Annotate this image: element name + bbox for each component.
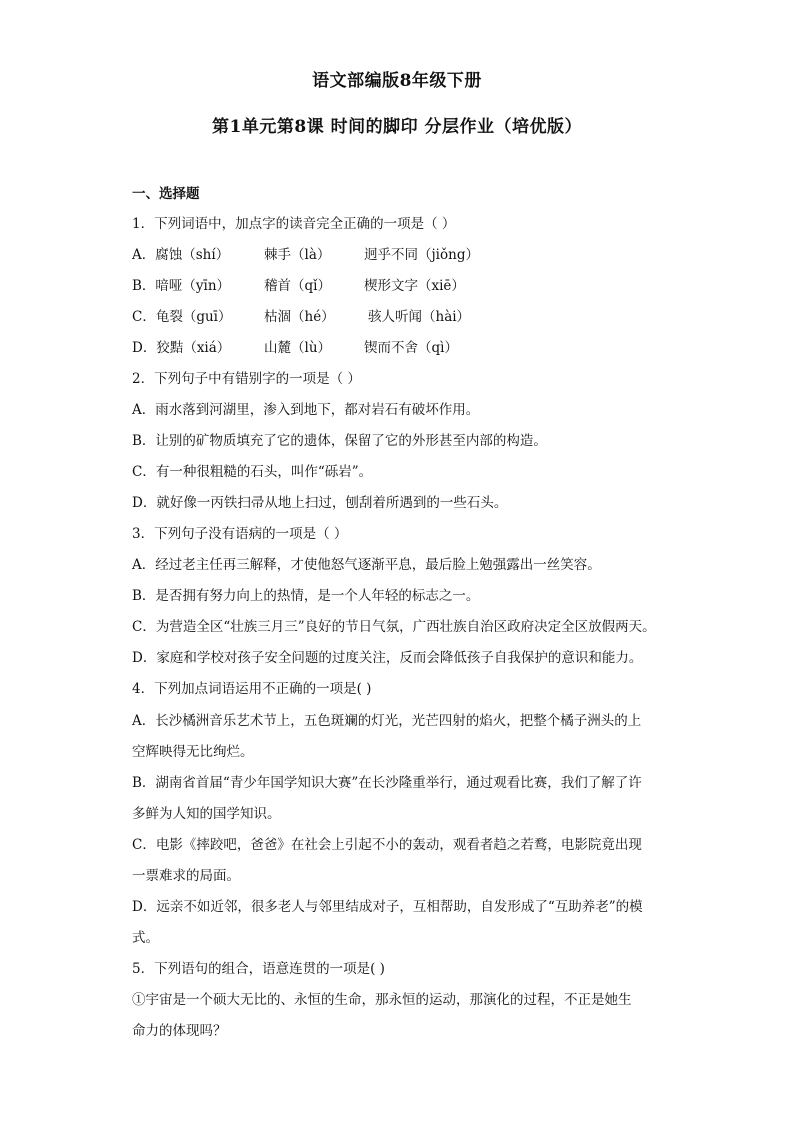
option-cell: 锲而不舍（qì） [364, 340, 458, 356]
question-3-option-d: D．家庭和学校对孩子安全问题的过度关注，反而会降低孩子自我保护的意识和能力。 [132, 650, 643, 666]
question-4-line: C．电影《摔跤吧，爸爸》在社会上引起不小的轰动，观看者趋之若鹜，电影院竟出现 [132, 837, 642, 853]
question-4-line: 空辉映得无比绚烂。 [132, 744, 254, 760]
question-2-option-c: C．有一种很粗糙的石头，叫作“砾岩”。 [132, 464, 373, 480]
question-1-option-b [132, 276, 465, 296]
question-1-stem: 1．下列词语中，加点字的读音完全正确的一项是（ ） [132, 216, 456, 232]
question-3-option-c: C．为营造全区“壮族三月三”良好的节日气氛，广西壮族自治区政府决定全区放假两天。 [132, 619, 656, 635]
question-4-stem: 4．下列加点词语运用不正确的一项是( ) [132, 681, 372, 697]
question-4-line: A．长沙橘洲音乐艺术节上，五色斑斓的灯光，光芒四射的焰火，把整个橘子洲头的上 [132, 713, 642, 729]
section-heading: 一、选择题 [132, 186, 200, 202]
question-3-option-a: A．经过老主任再三解释，才使他怒气逐渐平息，最后脸上勉强露出一丝笑容。 [132, 557, 601, 573]
question-4-line: 一票难求的局面。 [132, 868, 240, 884]
option-cell: D．狡黠（xiá） [132, 340, 231, 356]
option-cell: 棘手（là） [264, 247, 331, 263]
option-cell: 稽首（qǐ） [264, 278, 331, 294]
option-cell: 骇人听闻（hài） [368, 309, 471, 325]
question-3-option-b: B．是否拥有努力向上的热情，是一个人年轻的标志之一。 [132, 588, 480, 604]
document-subtitle: 第1单元第8课 时间的脚印 分层作业（培优版） [212, 117, 582, 137]
question-4-line: 多鲜为人知的国学知识。 [132, 806, 281, 822]
option-cell: B．喑哑（yīn） [132, 278, 231, 294]
question-2-option-d: D．就好像一丙铁扫帚从地上扫过，刨刮着所遇到的一些石头。 [132, 495, 508, 511]
option-cell: A．腐蚀（shí） [132, 247, 230, 263]
question-4-line: B．湖南省首届“青少年国学知识大赛”在长沙隆重举行，通过观看比赛，我们了解了许 [132, 775, 642, 791]
question-5-line: 命力的体现吗？ [132, 1023, 227, 1039]
question-1-option-a [132, 245, 479, 265]
question-1-option-c [132, 307, 470, 327]
question-5-stem: 5．下列语句的组合，语意连贯的一项是( ) [132, 961, 385, 977]
document-title: 语文部编版8年级下册 [312, 71, 482, 91]
question-4-line: D．远亲不如近邻，很多老人与邻里结成对子，互相帮助，自发形成了“互助养老”的模 [132, 899, 643, 915]
question-2-stem: 2．下列句子中有错别字的一项是（ ） [132, 371, 361, 387]
question-2-option-b: B．让别的矿物质填充了它的遗体，保留了它的外形甚至内部的构造。 [132, 433, 547, 449]
question-5-line: ①宇宙是一个硕大无比的、永恒的生命，那永恒的运动，那演化的过程，不正是她生 [132, 992, 632, 1008]
question-1-option-d [132, 338, 458, 358]
option-cell: 枯涸（hé） [264, 309, 335, 325]
question-2-option-a: A．雨水落到河湖里，渗入到地下，都对岩石有破坏作用。 [132, 402, 480, 418]
question-3-stem: 3．下列句子没有语病的一项是（ ） [132, 526, 348, 542]
option-cell: 楔形文字（xiē） [364, 278, 465, 294]
question-4-line: 式。 [132, 930, 159, 946]
option-cell: C．龟裂（guī） [132, 309, 232, 325]
option-cell: 迥乎不同（jiǒng） [364, 247, 479, 263]
option-cell: 山麓（lù） [264, 340, 332, 356]
